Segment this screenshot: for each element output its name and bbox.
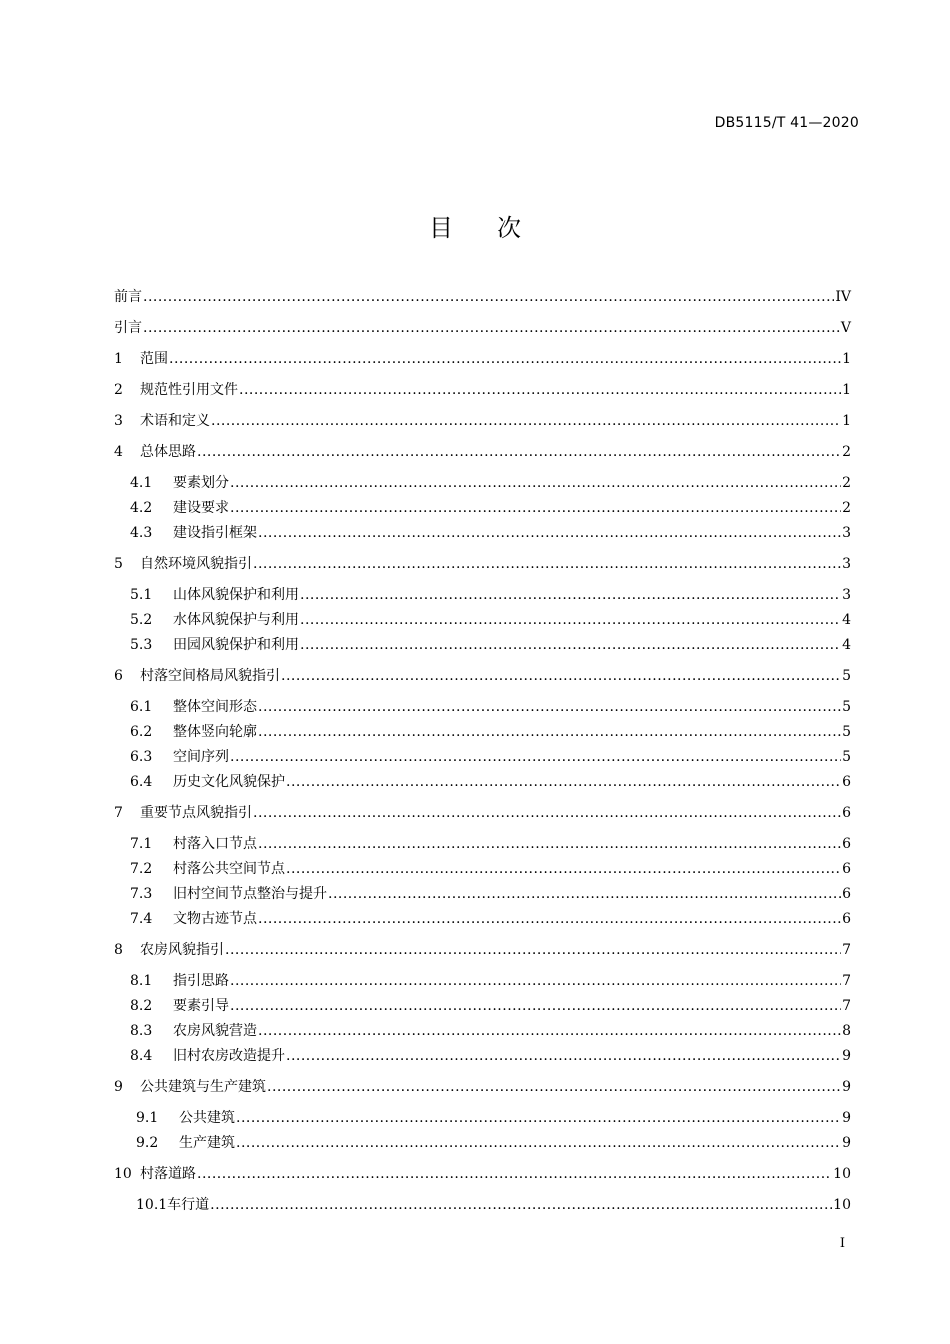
toc-entry-page: 2 (842, 444, 851, 460)
toc-entry-number: 2 (114, 382, 123, 398)
toc-entry-number: 8 (114, 942, 123, 958)
toc-entry[interactable] (130, 522, 851, 544)
toc-entry[interactable] (130, 746, 851, 768)
toc-leader-dots (253, 802, 841, 824)
toc-entry-number: 5.2 (130, 612, 153, 628)
toc-entry-label: 公共建筑与生产建筑 (140, 1079, 266, 1095)
toc-leader-dots (258, 833, 841, 855)
toc-leader-dots (197, 1163, 832, 1185)
toc-entry-page: 6 (842, 886, 851, 902)
toc-leader-dots (143, 317, 840, 339)
toc-entry-number: 9.1 (136, 1110, 159, 1126)
toc-entry[interactable] (130, 721, 851, 743)
toc-entry[interactable] (136, 1132, 851, 1154)
toc-entry-page: 1 (842, 413, 851, 429)
toc-entry-page: 1 (842, 351, 851, 367)
toc-entry-number: 6.2 (130, 724, 153, 740)
toc-title-part2: 次 (497, 214, 521, 242)
toc-entry-number: 7.3 (130, 886, 153, 902)
toc-entry-label: 重要节点风貌指引 (140, 805, 252, 821)
toc-leader-dots (258, 522, 841, 544)
toc-entry-label: 指引思路 (173, 973, 229, 989)
toc-entry-number: 7.2 (130, 861, 153, 877)
toc-entry[interactable] (114, 317, 851, 339)
toc-leader-dots (225, 939, 841, 961)
toc-entry-page: 6 (842, 836, 851, 852)
toc-entry-label: 总体思路 (140, 444, 196, 460)
toc-entry-number: 7.4 (130, 911, 153, 927)
toc-entry[interactable] (136, 1107, 851, 1129)
toc-entry-page: 1 (842, 382, 851, 398)
toc-entry-number: 7.1 (130, 836, 153, 852)
toc-entry-label: 田园风貌保护和利用 (173, 637, 299, 653)
toc-entry-page: 2 (842, 475, 851, 491)
toc-leader-dots (286, 771, 841, 793)
toc-entry-page: V (840, 320, 851, 336)
toc-entry-page: 9 (842, 1048, 851, 1064)
toc-entry-label: 要素引导 (173, 998, 229, 1014)
toc-entry[interactable] (130, 696, 851, 718)
toc-entry-label: 村落道路 (140, 1166, 196, 1182)
toc-entry-page: 3 (842, 587, 851, 603)
toc-leader-dots (143, 286, 834, 308)
toc-entry-number: 8.1 (130, 973, 153, 989)
toc-entry-label: 农房风貌营造 (173, 1023, 257, 1039)
toc-leader-dots (300, 634, 841, 656)
toc-entry-label: 农房风貌指引 (140, 942, 224, 958)
toc-entry-number: 4 (114, 444, 123, 460)
toc-entry-number: 8.2 (130, 998, 153, 1014)
toc-entry-label: 旧村空间节点整治与提升 (173, 886, 327, 902)
toc-entry-number: 4.2 (130, 500, 153, 516)
toc-entry-label: 公共建筑 (179, 1110, 235, 1126)
toc-leader-dots (211, 410, 841, 432)
toc-entry-label: 整体竖向轮廓 (173, 724, 257, 740)
toc-leader-dots (230, 746, 841, 768)
toc-leader-dots (300, 609, 841, 631)
toc-entry-number: 4.3 (130, 525, 153, 541)
toc-entry-page: 5 (842, 749, 851, 765)
toc-entry[interactable] (130, 634, 851, 656)
toc-entry-label: 自然环境风貌指引 (140, 556, 252, 572)
toc-entry-page: 7 (842, 942, 851, 958)
toc-entry-label: 车行道 (167, 1197, 210, 1213)
toc-leader-dots (281, 665, 841, 687)
toc-entry-page: 6 (842, 911, 851, 927)
toc-entry-label: 山体风貌保护和利用 (173, 587, 299, 603)
toc-entry[interactable] (114, 553, 851, 575)
toc-entry-label: 历史文化风貌保护 (173, 774, 285, 790)
toc-entry-number: 6.1 (130, 699, 153, 715)
toc-leader-dots (197, 441, 841, 463)
page-number: I (839, 1236, 845, 1251)
toc-entry-label: 建设要求 (173, 500, 229, 516)
toc-title-part1: 目 (429, 214, 453, 242)
toc-entry-label: 范围 (140, 351, 168, 367)
toc-entry-label: 文物古迹节点 (173, 911, 257, 927)
toc-leader-dots (236, 1132, 841, 1154)
toc-leader-dots (258, 696, 841, 718)
toc-entry-label: 要素划分 (173, 475, 229, 491)
toc-entry[interactable] (136, 1194, 851, 1216)
toc-entry-page: IV (835, 289, 851, 305)
toc-entry-page: 7 (842, 973, 851, 989)
toc-entry-number: 5.3 (130, 637, 153, 653)
toc-leader-dots (286, 858, 841, 880)
toc-entry[interactable] (130, 771, 851, 793)
toc-entry-number: 4.1 (130, 475, 153, 491)
toc-leader-dots (230, 472, 841, 494)
toc-entry-number: 6.4 (130, 774, 153, 790)
toc-entry[interactable] (114, 1076, 851, 1098)
toc-entry-label: 整体空间形态 (173, 699, 257, 715)
toc-entry-label: 前言 (114, 289, 142, 305)
toc-title (0, 208, 950, 243)
toc-entry-label: 引言 (114, 320, 142, 336)
document-code: DB5115/T 41—2020 (714, 115, 859, 131)
toc-entry-number: 6.3 (130, 749, 153, 765)
toc-entry-page: 9 (842, 1110, 851, 1126)
toc-entry-page: 5 (842, 699, 851, 715)
toc-leader-dots (258, 1020, 841, 1042)
toc-entry-page: 6 (842, 774, 851, 790)
toc-entry-label: 村落公共空间节点 (173, 861, 285, 877)
toc-entry-page: 5 (842, 724, 851, 740)
toc-entry-page: 3 (842, 556, 851, 572)
toc-entry-label: 规范性引用文件 (140, 382, 238, 398)
toc-entry-page: 6 (842, 805, 851, 821)
toc-leader-dots (230, 497, 841, 519)
toc-entry[interactable] (130, 858, 851, 880)
toc-leader-dots (300, 584, 841, 606)
toc-entry-label: 村落空间格局风貌指引 (140, 668, 280, 684)
toc-entry-number: 9.2 (136, 1135, 159, 1151)
toc-leader-dots (210, 1194, 832, 1216)
toc-leader-dots (286, 1045, 841, 1067)
toc-leader-dots (239, 379, 841, 401)
toc-leader-dots (236, 1107, 841, 1129)
toc-entry[interactable] (130, 584, 851, 606)
toc-entry-page: 5 (842, 668, 851, 684)
toc-entry-page: 3 (842, 525, 851, 541)
toc-entry[interactable] (130, 995, 851, 1017)
toc-entry-label: 空间序列 (173, 749, 229, 765)
toc-entry-page: 9 (842, 1135, 851, 1151)
toc-entry[interactable] (114, 348, 851, 370)
toc-leader-dots (258, 721, 841, 743)
toc-entry[interactable] (130, 833, 851, 855)
toc-entry[interactable] (130, 970, 851, 992)
toc-entry[interactable] (114, 1163, 851, 1185)
toc-leader-dots (258, 908, 841, 930)
toc-entry-page: 10 (833, 1166, 851, 1182)
toc-entry[interactable] (114, 410, 851, 432)
toc-entry[interactable] (114, 379, 851, 401)
toc-entry[interactable] (130, 1045, 851, 1067)
toc-leader-dots (267, 1076, 841, 1098)
toc-entry[interactable] (130, 1020, 851, 1042)
toc-entry-number: 5 (114, 556, 123, 572)
toc-entry[interactable] (114, 441, 851, 463)
toc-entry[interactable] (114, 939, 851, 961)
toc-entry-number: 10.1 (136, 1197, 168, 1213)
toc-entry-number: 5.1 (130, 587, 153, 603)
toc-entry-label: 建设指引框架 (173, 525, 257, 541)
toc-entry-number: 6 (114, 668, 123, 684)
toc-entry-page: 9 (842, 1079, 851, 1095)
toc-entry-number: 3 (114, 413, 123, 429)
toc-entry-number: 1 (114, 351, 123, 367)
toc-entry-label: 术语和定义 (140, 413, 210, 429)
toc-entry-label: 水体风貌保护与利用 (173, 612, 299, 628)
toc-entry-number: 8.4 (130, 1048, 153, 1064)
toc-entry[interactable] (114, 802, 851, 824)
toc-leader-dots (230, 970, 841, 992)
toc-entry[interactable] (130, 472, 851, 494)
toc-leader-dots (253, 553, 841, 575)
toc-entry-page: 10 (833, 1197, 851, 1213)
toc-leader-dots (230, 995, 841, 1017)
toc-leader-dots (328, 883, 841, 905)
toc-entry[interactable] (114, 286, 851, 308)
toc-entry-number: 10 (114, 1166, 132, 1182)
toc-entry-page: 8 (842, 1023, 851, 1039)
toc-entry-number: 9 (114, 1079, 123, 1095)
toc-entry-label: 村落入口节点 (173, 836, 257, 852)
toc-entry[interactable] (114, 665, 851, 687)
toc-entry-label: 旧村农房改造提升 (173, 1048, 285, 1064)
toc-entry-page: 4 (842, 612, 851, 628)
toc-entry-page: 4 (842, 637, 851, 653)
toc-entry-page: 7 (842, 998, 851, 1014)
toc-entry-page: 2 (842, 500, 851, 516)
toc-entry-label: 生产建筑 (179, 1135, 235, 1151)
toc-entry[interactable] (130, 609, 851, 631)
toc-entry-number: 7 (114, 805, 123, 821)
toc-entry-page: 6 (842, 861, 851, 877)
toc-entry[interactable] (130, 908, 851, 930)
toc-entry-number: 8.3 (130, 1023, 153, 1039)
toc-entry[interactable] (130, 497, 851, 519)
toc-entry[interactable] (130, 883, 851, 905)
toc-leader-dots (169, 348, 841, 370)
